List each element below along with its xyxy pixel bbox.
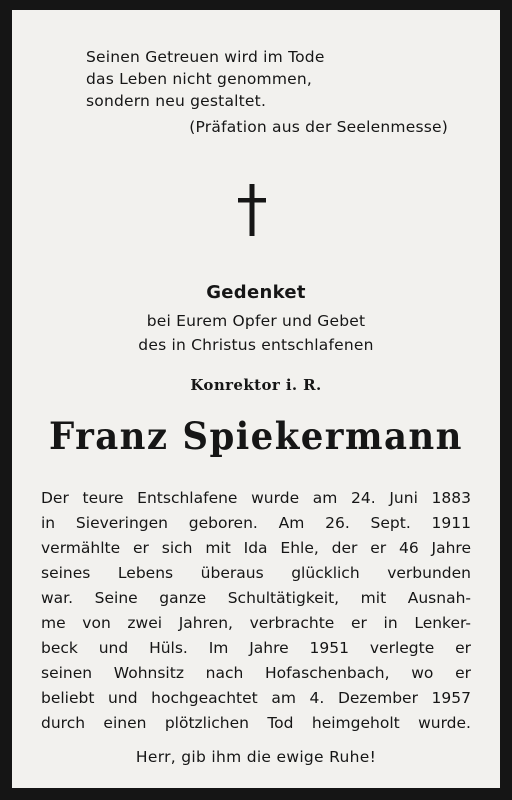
deceased-name: Franz Spiekermann <box>49 414 463 458</box>
quote-source: (Präfation aus der Seelenmesse) <box>189 118 448 136</box>
quote <box>86 46 325 112</box>
intro-line-2: des in Christus entschlafenen <box>138 336 374 354</box>
deceased-title: Konrektor i. R. <box>190 376 322 394</box>
biography-line: seinen Wohnsitz nach Hofaschenbach, wo er <box>41 664 471 682</box>
biography <box>41 486 471 736</box>
biography-line: durch einen plötzlichen Tod heimgeholt wurde. <box>41 714 471 732</box>
biography-line: vermählte er sich mit Ida Ehle, der er 46 Jahre <box>41 539 471 557</box>
quote-line: das Leben nicht genommen, <box>86 70 313 88</box>
memorial-card <box>12 10 500 788</box>
biography-line: beliebt und hochgeachtet am 4. Dezember 1957 <box>41 689 471 707</box>
biography-line: in Sieveringen geboren. Am 26. Sept. 1911 <box>41 514 471 532</box>
biography-line: Der teure Entschlafene wurde am 24. Juni 1883 <box>41 489 471 507</box>
heading: Gedenket <box>206 282 306 303</box>
quote-line: Seinen Getreuen wird im Tode <box>86 48 325 66</box>
biography-line: seines Lebens überaus glücklich verbunden <box>41 564 471 582</box>
closing-prayer: Herr, gib ihm die ewige Ruhe! <box>135 748 377 766</box>
biography-line: war. Seine ganze Schultätigkeit, mit Ausnah- <box>41 589 471 607</box>
biography-line: me von zwei Jahren, verbrachte er in Lenker- <box>41 614 471 632</box>
biography-line: beck und Hüls. Im Jahre 1951 verlegte er <box>41 639 471 657</box>
quote-line: sondern neu gestaltet. <box>86 92 267 110</box>
intro-line-1: bei Eurem Opfer und Gebet <box>146 312 366 330</box>
cross-icon <box>237 184 267 236</box>
